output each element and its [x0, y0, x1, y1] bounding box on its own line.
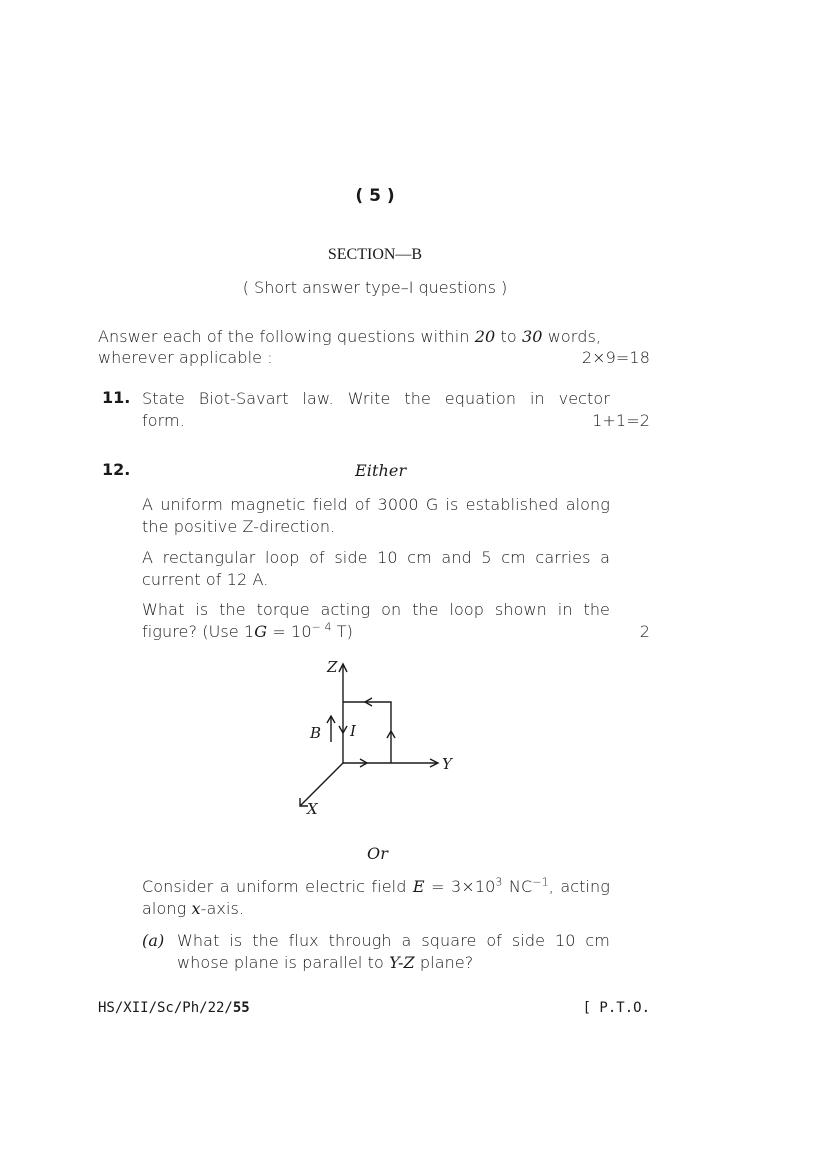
- pto-label: [ P.T.O.: [582, 1000, 650, 1016]
- q12-alt-text: along: [142, 899, 192, 918]
- exponent: −1: [532, 875, 549, 889]
- question-11-marks: 1+1=2: [592, 411, 650, 430]
- q12-p1-line1: A uniform magnetic field of 3000 G is established along: [142, 495, 610, 514]
- q12-p3-line1: What is the torque acting on the loop shown in the: [142, 600, 610, 619]
- paper-code: [98, 1000, 250, 1016]
- instructions-min-words: 20: [474, 327, 496, 346]
- field-symbol: E: [412, 877, 425, 896]
- gauss-symbol: G: [254, 622, 268, 641]
- q12-p3-text: = 10: [267, 622, 312, 641]
- q12-p2-line1: A rectangular loop of side 10 cm and 5 cm carries a: [142, 548, 610, 567]
- current-label: I: [350, 722, 356, 740]
- y-axis-label: Y: [442, 755, 452, 773]
- page-number: ( 5 ): [355, 186, 395, 206]
- q12-alt-text: Consider a uniform electric field: [142, 877, 413, 896]
- part-a-text: whose plane is parallel to: [177, 953, 390, 972]
- axis-symbol: x: [191, 899, 201, 918]
- field-label: B: [310, 724, 322, 742]
- part-a-line2: [177, 952, 473, 974]
- loop-figure: [290, 652, 470, 822]
- question-12-marks: 2: [639, 622, 650, 641]
- instructions-line1: [98, 326, 650, 348]
- q12-p3-text: figure? (Use 1: [142, 622, 255, 641]
- q12-p3-text: T): [331, 622, 354, 641]
- q12-alt-line1: [142, 876, 610, 898]
- either-label: Either: [355, 461, 407, 480]
- instructions-marks: 2×9=18: [581, 348, 650, 367]
- instructions-text: to: [495, 327, 522, 346]
- instructions-max-words: 30: [521, 327, 543, 346]
- exponent: − 4: [311, 620, 332, 634]
- q12-p3-line2: [142, 621, 353, 643]
- q12-p2-line2: current of 12 A.: [142, 570, 269, 589]
- instructions-line2: wherever applicable :: [98, 348, 273, 367]
- q12-alt-unit: NC: [502, 877, 533, 896]
- q12-p1-line2: the positive Z-direction.: [142, 517, 336, 536]
- part-a-label: (a): [142, 931, 165, 950]
- question-11-number: 11.: [102, 388, 131, 407]
- plane-symbol: Y-Z: [389, 953, 415, 972]
- or-label: Or: [367, 844, 388, 863]
- paper-code-text: HS/XII/Sc/Ph/22/: [98, 1000, 233, 1016]
- part-a-line1: What is the flux through a square of side 10 cm: [177, 931, 610, 950]
- question-11-line2: form.: [142, 411, 185, 430]
- section-subtitle: ( Short answer type–I questions ): [242, 278, 508, 297]
- q12-alt-line2: [142, 898, 244, 920]
- z-axis-label: Z: [327, 658, 338, 676]
- part-a-text: plane?: [414, 953, 474, 972]
- question-11-line1: State Biot-Savart law. Write the equation in vector: [142, 389, 610, 408]
- section-title: SECTION—B: [327, 246, 423, 263]
- question-12-number: 12.: [102, 460, 131, 479]
- q12-alt-text: = 3×10: [424, 877, 496, 896]
- paper-code-number: 55: [232, 1000, 250, 1016]
- instructions-text: Answer each of the following questions within: [98, 327, 475, 346]
- instructions-text: words,: [542, 327, 602, 346]
- q12-alt-text: , acting: [548, 877, 610, 896]
- x-axis-label: X: [307, 800, 318, 818]
- q12-alt-text: -axis.: [200, 899, 245, 918]
- exponent: 3: [495, 875, 503, 889]
